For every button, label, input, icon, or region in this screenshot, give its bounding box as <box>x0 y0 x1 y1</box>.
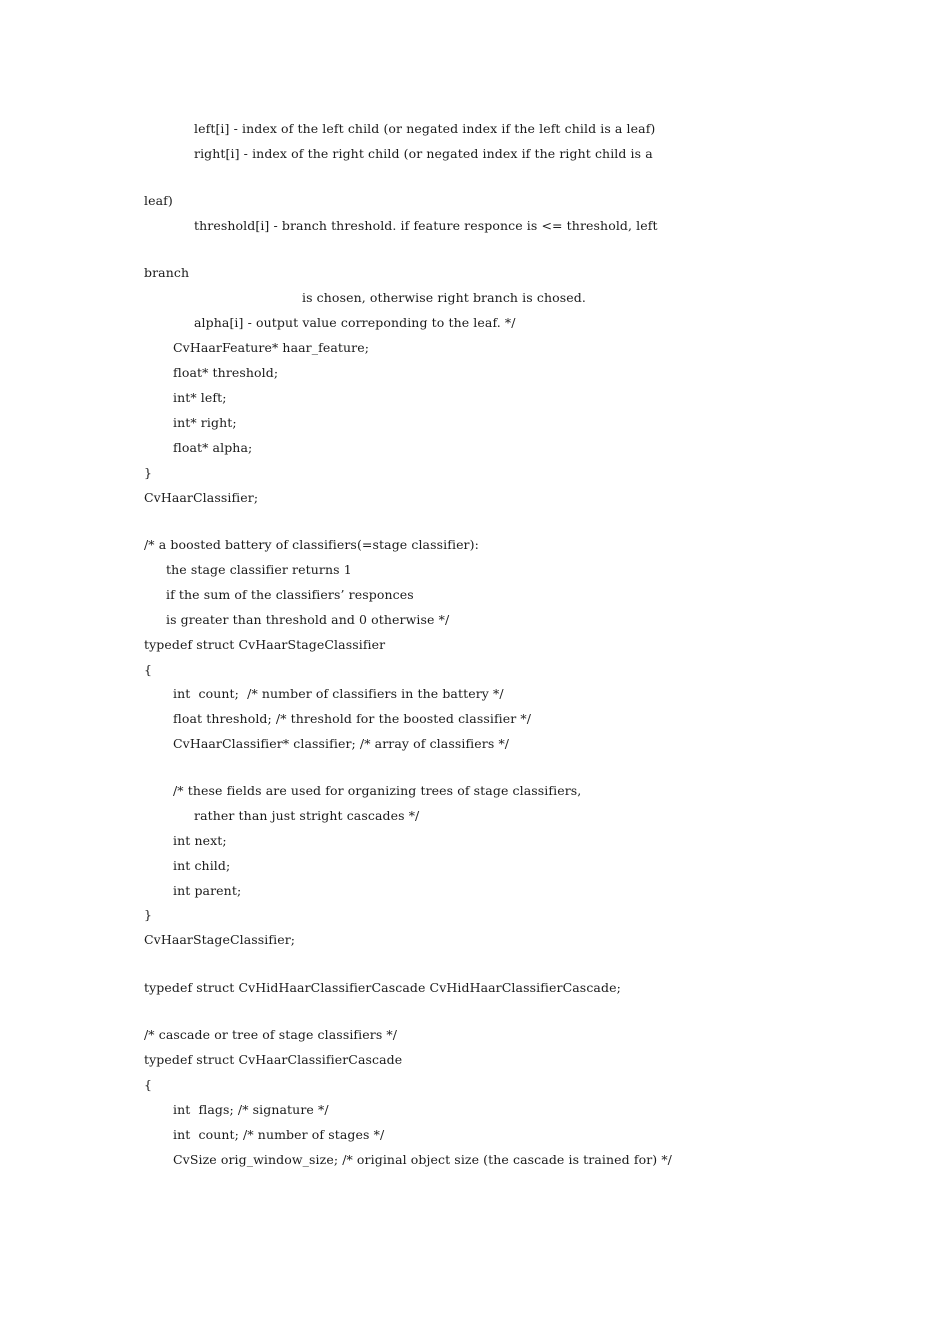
code-line: typedef struct CvHaarStageClassifier <box>144 637 386 652</box>
code-line: /* cascade or tree of stage classifiers */ <box>144 1027 398 1042</box>
code-line: } <box>144 907 153 922</box>
code-line: CvHaarClassifier; <box>144 490 259 505</box>
code-line: is greater than threshold and 0 otherwise */ <box>166 612 450 627</box>
code-line: CvHaarClassifier* classifier; /* array of classifiers */ <box>173 736 510 751</box>
code-line: float threshold; /* threshold for the boosted classifier */ <box>173 711 532 726</box>
code-line: the stage classifier returns 1 <box>166 562 352 577</box>
code-line: int count; /* number of stages */ <box>173 1127 385 1142</box>
code-line: left[i] - index of the left child (or negated index if the left child is a leaf) <box>194 121 656 136</box>
code-line: branch <box>144 265 190 280</box>
code-line: /* these fields are used for organizing trees of stage classifiers, <box>173 783 582 798</box>
code-line: right[i] - index of the right child (or negated index if the right child is a <box>194 146 653 161</box>
code-line: CvHaarStageClassifier; <box>144 932 296 947</box>
code-line: CvHaarFeature* haar_feature; <box>173 340 370 355</box>
code-line: CvSize orig_window_size; /* original object size (the cascade is trained for) */ <box>173 1152 672 1167</box>
code-line: } <box>144 465 153 480</box>
code-line: float* alpha; <box>173 440 253 455</box>
code-line: typedef struct CvHaarClassifierCascade <box>144 1052 403 1067</box>
code-line: int count; /* number of classifiers in the battery */ <box>173 686 504 701</box>
code-line: int child; <box>173 858 231 873</box>
code-line: int flags; /* signature */ <box>173 1102 329 1117</box>
code-line: float* threshold; <box>173 365 279 380</box>
code-line: int next; <box>173 833 227 848</box>
code-line: { <box>144 1077 153 1092</box>
code-line: rather than just stright cascades */ <box>194 808 420 823</box>
code-line: alpha[i] - output value correponding to the leaf. */ <box>194 315 516 330</box>
code-line: typedef struct CvHidHaarClassifierCascade CvHidHaarClassifierCascade; <box>144 980 621 995</box>
code-line: /* a boosted battery of classifiers(=stage classifier): <box>144 537 479 552</box>
code-line: is chosen, otherwise right branch is chosed. <box>302 290 586 305</box>
code-line: int* left; <box>173 390 227 405</box>
code-line: leaf) <box>144 193 173 208</box>
code-line: if the sum of the classifiers’ responces <box>166 587 414 602</box>
code-line: int parent; <box>173 883 242 898</box>
code-line: int* right; <box>173 415 237 430</box>
code-line: threshold[i] - branch threshold. if feature responce is <= threshold, left <box>194 218 658 233</box>
code-line: { <box>144 662 153 677</box>
